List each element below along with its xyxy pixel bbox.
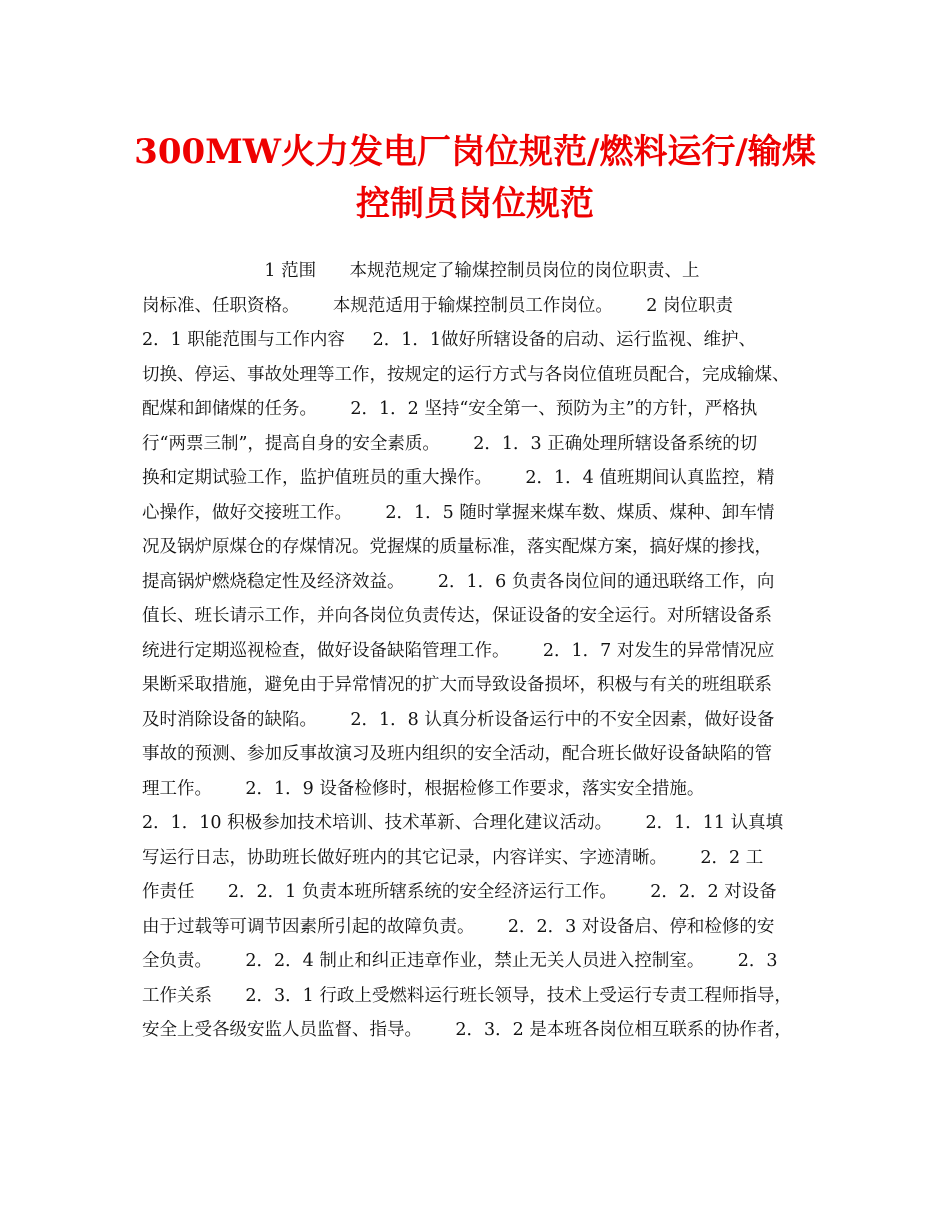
- document-title-line-1: 300MW火力发电厂岗位规范/燃料运行/输煤: [134, 132, 816, 172]
- body-line: 况及锅炉原煤仓的存煤情况。党握煤的质量标准，落实配煤方案，搞好煤的掺找，: [142, 537, 772, 557]
- body-line: 配煤和卸储煤的任务。 2．1．2 坚持“安全第一、预防为主”的方针，严格执: [142, 399, 758, 419]
- body-line: 2．1．10 积极参加技术培训、技术革新、合理化建议活动。 2．1．11 认真填: [142, 813, 784, 833]
- body-line: 工作关系 2．3．1 行政上受燃料运行班长领导，技术上受运行专责工程师指导，: [142, 985, 792, 1006]
- body-line: 由于过载等可调节因素所引起的故障负责。 2．2．3 对设备启、停和检修的安: [142, 916, 775, 937]
- body-line: 1 范围 本规范规定了输煤控制员岗位的岗位职责、上: [142, 261, 700, 281]
- body-line: 事故的预测、参加反事故演习及班内组织的安全活动，配合班长做好设备缺陷的管: [142, 744, 772, 764]
- body-line: 写运行日志，协助班长做好班内的其它记录，内容详实、字迹清晰。 2．2 工: [142, 847, 764, 868]
- body-line: 心操作，做好交接班工作。 2．1．5 随时掌握来煤车数、煤质、煤种、卸车情: [142, 502, 775, 523]
- body-line: 值长、班长请示工作，并向各岗位负责传达，保证设备的安全运行。对所辖设备系: [142, 606, 772, 626]
- body-line: 岗标准、任职资格。 本规范适用于输煤控制员工作岗位。 2 岗位职责: [142, 295, 733, 316]
- document-body: [142, 254, 832, 1048]
- body-line: 作责任 2．2．1 负责本班所辖系统的安全经济运行工作。 2．2．2 对设备: [142, 882, 777, 902]
- body-line: 果断采取措施，避免由于异常情况的扩大而导致设备损坏，积极与有关的班组联系: [142, 675, 772, 695]
- body-line: 2．1 职能范围与工作内容 2．1．1做好所辖设备的启动、运行监视、维护、: [142, 330, 757, 350]
- body-line: 理工作。 2．1．9 设备检修时，根据检修工作要求，落实安全措施。: [142, 778, 705, 799]
- body-line: 行“两票三制”，提高自身的安全素质。 2．1．3 正确处理所辖设备系统的切: [142, 433, 758, 454]
- body-line: 换和定期试验工作，监护值班员的重大操作。 2．1．4 值班期间认真监控，精: [142, 468, 775, 488]
- body-line: 安全上受各级安监人员监督、指导。 2．3．2 是本班各岗位相互联系的协作者，: [142, 1020, 792, 1040]
- body-line: 切换、停运、事故处理等工作，按规定的运行方式与各岗位值班员配合，完成输煤、: [142, 364, 790, 385]
- body-line: 全负责。 2．2．4 制止和纠正违章作业，禁止无关人员进入控制室。 2．3: [142, 951, 778, 971]
- body-line: 及时消除设备的缺陷。 2．1．8 认真分析设备运行中的不安全因素，做好设备: [142, 709, 775, 730]
- body-line: 统进行定期巡视检查，做好设备缺陷管理工作。 2．1．7 对发生的异常情况应: [142, 640, 775, 661]
- body-line: 提高锅炉燃烧稳定性及经济效益。 2．1．6 负责各岗位间的通迅联络工作，向: [142, 571, 775, 592]
- document-title: [120, 126, 830, 230]
- document-title-line-2: 控制员岗位规范: [356, 184, 594, 224]
